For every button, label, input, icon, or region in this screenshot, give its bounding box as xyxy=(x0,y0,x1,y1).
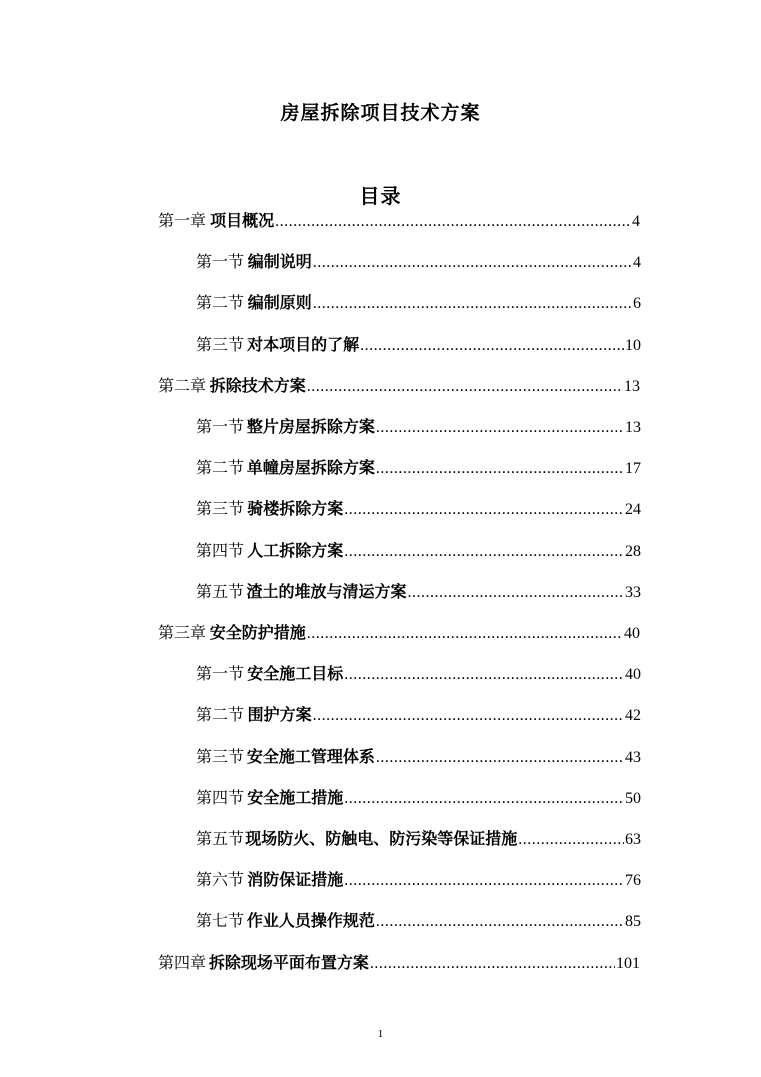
toc-chapter-entry[interactable] xyxy=(158,209,640,234)
toc-entry-page: 4 xyxy=(633,254,641,272)
toc-entry-title: 拆除技术方案 xyxy=(209,375,306,395)
toc-entry-number: 第二节 xyxy=(196,293,245,313)
toc-entry-page: 24 xyxy=(625,501,641,519)
toc-entry-page: 13 xyxy=(624,377,640,395)
toc-dot-leader xyxy=(408,581,624,605)
toc-entry-number: 第一节 xyxy=(196,252,245,272)
toc-entry-title: 作业人员操作规范 xyxy=(246,911,375,931)
toc-entry-title: 拆除现场平面布置方案 xyxy=(208,952,369,972)
toc-section-entry[interactable] xyxy=(196,333,641,358)
toc-chapter-entry[interactable] xyxy=(158,951,640,976)
toc-entry-page: 6 xyxy=(633,295,641,313)
toc-dot-leader xyxy=(360,334,624,358)
toc-section-entry[interactable] xyxy=(196,827,641,852)
toc-entry-title: 安全施工目标 xyxy=(247,664,344,684)
toc-dot-leader xyxy=(307,375,623,399)
toc-dot-leader xyxy=(518,828,624,852)
toc-dot-leader xyxy=(313,704,624,728)
toc-entry-title: 渣土的堆放与清运方案 xyxy=(246,581,407,601)
toc-dot-leader xyxy=(307,622,623,646)
toc-entry-page: 40 xyxy=(625,666,641,684)
toc-section-entry[interactable] xyxy=(196,868,641,893)
toc-dot-leader xyxy=(376,416,624,440)
toc-entry-title: 现场防火、防触电、防污染等保证措施 xyxy=(245,829,518,848)
toc-entry-number: 第二章 xyxy=(158,375,207,395)
toc-entry-page: 63 xyxy=(625,831,641,848)
toc-section-entry[interactable] xyxy=(196,786,641,811)
toc-entry-number: 第五节 xyxy=(196,829,245,848)
toc-section-entry[interactable] xyxy=(196,539,641,564)
toc-entry-number: 第三节 xyxy=(196,746,245,766)
toc-dot-leader xyxy=(376,457,624,481)
toc-chapter-entry[interactable] xyxy=(158,374,640,399)
toc-entry-number: 第一节 xyxy=(196,664,245,684)
toc-entry-number: 第三节 xyxy=(196,334,245,354)
toc-dot-leader xyxy=(344,663,624,687)
toc-entry-number: 第四节 xyxy=(196,540,245,560)
toc-section-entry[interactable] xyxy=(196,703,641,728)
toc-dot-leader xyxy=(344,869,624,893)
toc-entry-page: 43 xyxy=(625,748,641,766)
toc-entry-page: 10 xyxy=(625,336,641,354)
toc-entry-page: 28 xyxy=(625,542,641,560)
toc-dot-leader xyxy=(376,910,624,934)
toc-entry-title: 消防保证措施 xyxy=(247,870,344,890)
toc-entry-number: 第五节 xyxy=(196,581,245,601)
toc-entry-number: 第三章 xyxy=(158,623,207,642)
toc-entry-number: 第三节 xyxy=(196,499,245,519)
toc-dot-leader xyxy=(376,746,624,770)
toc-entry-page: 76 xyxy=(625,872,641,890)
toc-entry-title: 安全施工措施 xyxy=(247,787,344,807)
toc-entry-title: 编制原则 xyxy=(247,293,312,313)
toc-entry-number: 第四章 xyxy=(158,952,207,972)
toc-dot-leader xyxy=(275,210,631,234)
toc-entry-page: 50 xyxy=(625,789,641,807)
page-number: 1 xyxy=(377,1028,384,1040)
toc-entry-number: 第一节 xyxy=(196,417,245,436)
toc-entry-number: 第一章 xyxy=(158,211,207,230)
toc-section-entry[interactable] xyxy=(196,415,641,440)
toc-section-entry[interactable] xyxy=(196,909,641,934)
toc-section-entry[interactable] xyxy=(196,456,641,481)
toc-entry-title: 编制说明 xyxy=(247,252,312,272)
toc-section-entry[interactable] xyxy=(196,662,641,687)
toc-dot-leader xyxy=(313,251,632,275)
document-title: 房屋拆除项目技术方案 xyxy=(280,102,481,124)
toc-entry-page: 4 xyxy=(632,213,640,230)
toc-entry-title: 安全防护措施 xyxy=(209,623,306,642)
toc-section-entry[interactable] xyxy=(196,745,641,770)
toc-entry-title: 项目概况 xyxy=(210,211,275,230)
toc-entry-page: 42 xyxy=(625,707,641,725)
toc-entry-page: 17 xyxy=(625,460,641,478)
toc-entry-number: 第六节 xyxy=(196,870,245,890)
toc-entry-page: 40 xyxy=(624,625,640,642)
toc-entry-title: 单幢房屋拆除方案 xyxy=(246,458,375,478)
toc-dot-leader xyxy=(344,787,624,811)
toc-chapter-entry[interactable] xyxy=(158,621,640,646)
toc-entry-title: 整片房屋拆除方案 xyxy=(246,417,375,436)
toc-entry-title: 对本项目的了解 xyxy=(247,334,360,354)
toc-dot-leader xyxy=(370,952,615,976)
toc-section-entry[interactable] xyxy=(196,291,641,316)
toc-entry-number: 第二节 xyxy=(196,458,245,478)
toc-dot-leader xyxy=(344,540,624,564)
toc-section-entry[interactable] xyxy=(196,497,641,522)
toc-dot-leader xyxy=(313,292,632,316)
toc-entry-page: 13 xyxy=(625,419,641,436)
toc-entry-page: 85 xyxy=(625,913,641,931)
toc-entry-number: 第四节 xyxy=(196,787,245,807)
toc-entry-number: 第二节 xyxy=(196,705,245,725)
toc-entry-title: 人工拆除方案 xyxy=(247,540,344,560)
toc-entry-number: 第七节 xyxy=(196,911,245,931)
toc-entry-title: 安全施工管理体系 xyxy=(246,746,375,766)
toc-heading: 目录 xyxy=(359,184,402,208)
toc-section-entry[interactable] xyxy=(196,250,641,275)
toc-entry-title: 围护方案 xyxy=(247,705,312,725)
toc-dot-leader xyxy=(344,498,624,522)
toc-section-entry[interactable] xyxy=(196,580,641,605)
toc-entry-page: 101 xyxy=(616,954,640,972)
toc-entry-page: 33 xyxy=(625,583,641,601)
toc-entry-title: 骑楼拆除方案 xyxy=(247,499,344,519)
